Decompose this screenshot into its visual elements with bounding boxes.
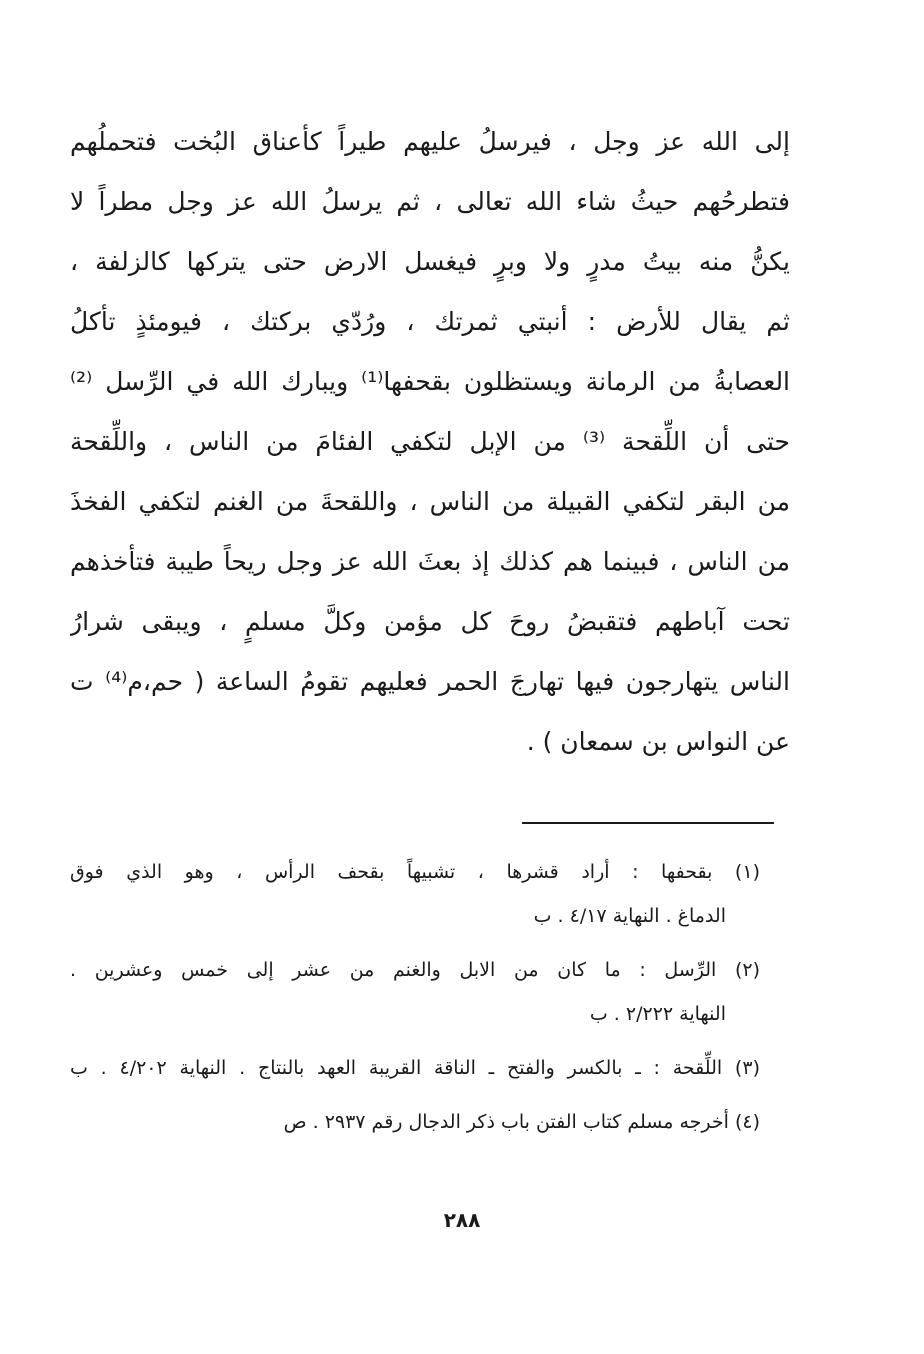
page-number: ٢٨٨: [443, 1208, 481, 1232]
footnote-4-line-1: (٤) أخرجه مسلم كتاب الفتن باب ذكر الدجال رقم ٢٩٣٧ . ص: [283, 1111, 760, 1133]
text-line-2: فتطرحُهم حيثُ شاء الله تعالى ، ثم يرسلُ الله عز وجل مطراً لا: [70, 187, 790, 216]
text-line-9: تحت آباطهم فتقبضُ روحَ كل مؤمن وكلَّ مسلمٍ ، ويبقى شرارُ: [70, 607, 790, 636]
footnotes-block: [70, 850, 760, 1154]
text-line-5: العصابةُ من الرمانة ويستظلون بقحفها⁽¹⁾ ويبارك الله في الرِّسل ⁽²⁾: [70, 367, 790, 396]
text-line-3: يكنُّ منه بيتُ مدرٍ ولا وبرٍ فيغسل الارض حتى يتركها كالزلفة ،: [70, 247, 790, 276]
text-line-10: الناس يتهارجون فيها تهارجَ الحمر فعليهم تقومُ الساعة ( حم،م⁽⁴⁾ ت: [70, 667, 790, 696]
footnote-2-line-2: النهاية ٢/٢٢٢ . ب: [589, 1003, 726, 1025]
footnote-1: [70, 850, 760, 938]
text-line-6: حتى أن اللِّقحة ⁽³⁾ من الإبل لتكفي الفئامَ من الناس ، واللِّقحة: [70, 427, 790, 456]
footnote-3-line-1: (٣) اللِّقحة : ـ بالكسر والفتح ـ الناقة القريبة العهد بالنتاج . النهاية ٤/٢٠٢ . ب: [70, 1057, 760, 1079]
text-line-7: من البقر لتكفي القبيلة من الناس ، واللقحةَ من الغنم لتكفي الفخذَ: [70, 487, 790, 516]
footnote-3: [70, 1046, 760, 1090]
footnote-2: [70, 948, 760, 1036]
text-line-1: إلى الله عز وجل ، فيرسلُ عليهم طيراً كأعناق البُخت فتحملُهم: [70, 127, 790, 156]
footnote-1-line-1: (١) بقحفها : أراد قشرها ، تشبيهاً بقحف الرأس ، وهو الذي فوق: [70, 861, 760, 883]
footnote-2-line-1: (٢) الرِّسل : ما كان من الابل والغنم من عشر إلى خمس وعشرين .: [70, 959, 760, 981]
text-line-11: عن النواس بن سمعان ) .: [526, 727, 790, 756]
main-text-block: [70, 112, 790, 772]
footnote-4: [70, 1100, 760, 1144]
footnote-separator: [522, 822, 774, 824]
text-line-4: ثم يقال للأرض : أنبتي ثمرتك ، ورُدّي بركتك ، فيومئذٍ تأكلُ: [70, 307, 790, 336]
footnote-1-line-2: الدماغ . النهاية ٤/١٧ . ب: [533, 905, 726, 927]
text-line-8: من الناس ، فبينما هم كذلك إذ بعثَ الله عز وجل ريحاً طيبة فتأخذهم: [70, 547, 790, 576]
